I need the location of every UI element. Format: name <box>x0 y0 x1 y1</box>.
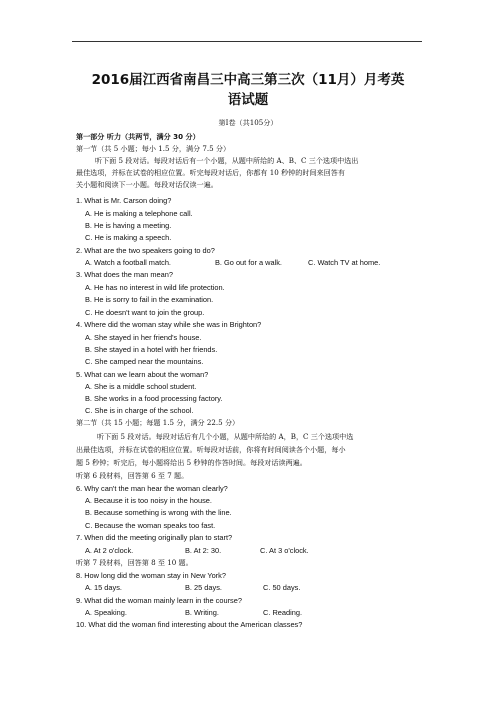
q7-option-c: C. At 3 o'clock. <box>260 546 309 555</box>
question-2: 2. What are the two speakers going to do? <box>76 246 215 255</box>
q7-option-a: A. At 2 o'clock. <box>85 546 134 555</box>
section1-instructions-line: 关小题和阅读下一小题。每段对话仅读一遍。 <box>76 180 218 189</box>
question-1: 1. What is Mr. Carson doing? <box>76 196 172 205</box>
q9-option-a: A. Speaking. <box>85 608 127 617</box>
material-6-note: 听第 6 段材料，回答第 6 至 7 题。 <box>76 471 189 480</box>
q1-option-b: B. He is having a meeting. <box>85 221 172 230</box>
q7-option-b: B. At 2: 30. <box>185 546 222 555</box>
q4-option-a: A. She stayed in her friend's house. <box>85 333 202 342</box>
question-6: 6. Why can't the man hear the woman clearly? <box>76 484 228 493</box>
q2-option-c: C. Watch TV at home. <box>308 258 381 267</box>
question-7: 7. When did the meeting originally plan to start? <box>76 533 233 542</box>
q3-option-a: A. He has no interest in wild life protection. <box>85 283 225 292</box>
question-5: 5. What can we learn about the woman? <box>76 370 209 379</box>
q4-option-c: C. She camped near the mountains. <box>85 357 204 366</box>
volume-heading: 第Ⅰ卷（共105分） <box>218 118 278 127</box>
q9-option-c: C. Reading. <box>263 608 303 617</box>
question-9: 9. What did the woman mainly learn in the course? <box>76 596 242 605</box>
q2-option-b: B. Go out for a walk. <box>215 258 282 267</box>
section2-heading: 第二节（共 15 小题；每题 1.5 分，满分 22.5 分） <box>76 418 240 427</box>
exam-title-line-2: 语试题 <box>227 92 269 108</box>
question-10: 10. What did the woman find interesting about the American classes? <box>76 620 303 629</box>
section2-instructions-line: 出最佳选项，并标在试卷的相应位置。听每段对话前，你将有时间阅读各个小题，每小 <box>76 445 346 454</box>
section1-instructions-line: 最佳选项，并标在试卷的相应位置。听完每段对话后，你都有 10 秒钟的时间来回答有 <box>76 168 345 177</box>
section1-heading: 第一节（共 5 小题；每小 1.5 分，满分 7.5 分） <box>76 144 231 153</box>
q2-option-a: A. Watch a football match. <box>85 258 171 267</box>
q6-option-a: A. Because it is too noisy in the house. <box>85 496 212 505</box>
section2-instructions-line: 题 5 秒钟；听完后，每小题将给出 5 秒钟的作答时间。每段对话读两遍。 <box>76 458 307 467</box>
question-3: 3. What does the man mean? <box>76 270 173 279</box>
q6-option-b: B. Because something is wrong with the line. <box>85 508 232 517</box>
q8-option-c: C. 50 days. <box>263 583 301 592</box>
q6-option-c: C. Because the woman speaks too fast. <box>85 521 216 530</box>
q1-option-c: C. He is making a speech. <box>85 233 172 242</box>
section1-instructions-line: 听下面 5 段对话。每段对话后有一个小题，从题中所给的 A、B、C 三个选项中选出 <box>95 156 359 165</box>
q9-option-b: B. Writing. <box>185 608 219 617</box>
part1-heading: 第一部分 听力（共两节，满分 30 分） <box>76 132 200 141</box>
question-4: 4. Where did the woman stay while she was in Brighton? <box>76 320 262 329</box>
q5-option-b: B. She works in a food processing factory. <box>85 394 223 403</box>
q8-option-b: B. 25 days. <box>185 583 222 592</box>
q3-option-b: B. He is sorry to fail in the examination. <box>85 295 214 304</box>
q4-option-b: B. She stayed in a hotel with her friends. <box>85 345 218 354</box>
section2-instructions-line: 听下面 5 段对话。每段对话后有几个小题，从题中所给的 A，B，C 三个选项中选 <box>97 432 354 441</box>
question-8: 8. How long did the woman stay in New York? <box>76 571 226 580</box>
exam-title-line-1: 2016届江西省南昌三中高三第三次（11月）月考英 <box>91 72 405 88</box>
q5-option-c: C. She is in charge of the school. <box>85 406 194 415</box>
material-7-note: 听第 7 段材料，回答第 8 至 10 题。 <box>76 558 193 567</box>
q8-option-a: A. 15 days. <box>85 583 122 592</box>
q1-option-a: A. He is making a telephone call. <box>85 209 193 218</box>
q3-option-c: C. He doesn't want to join the group. <box>85 308 205 317</box>
q5-option-a: A. She is a middle school student. <box>85 382 197 391</box>
header-rule <box>72 41 422 42</box>
